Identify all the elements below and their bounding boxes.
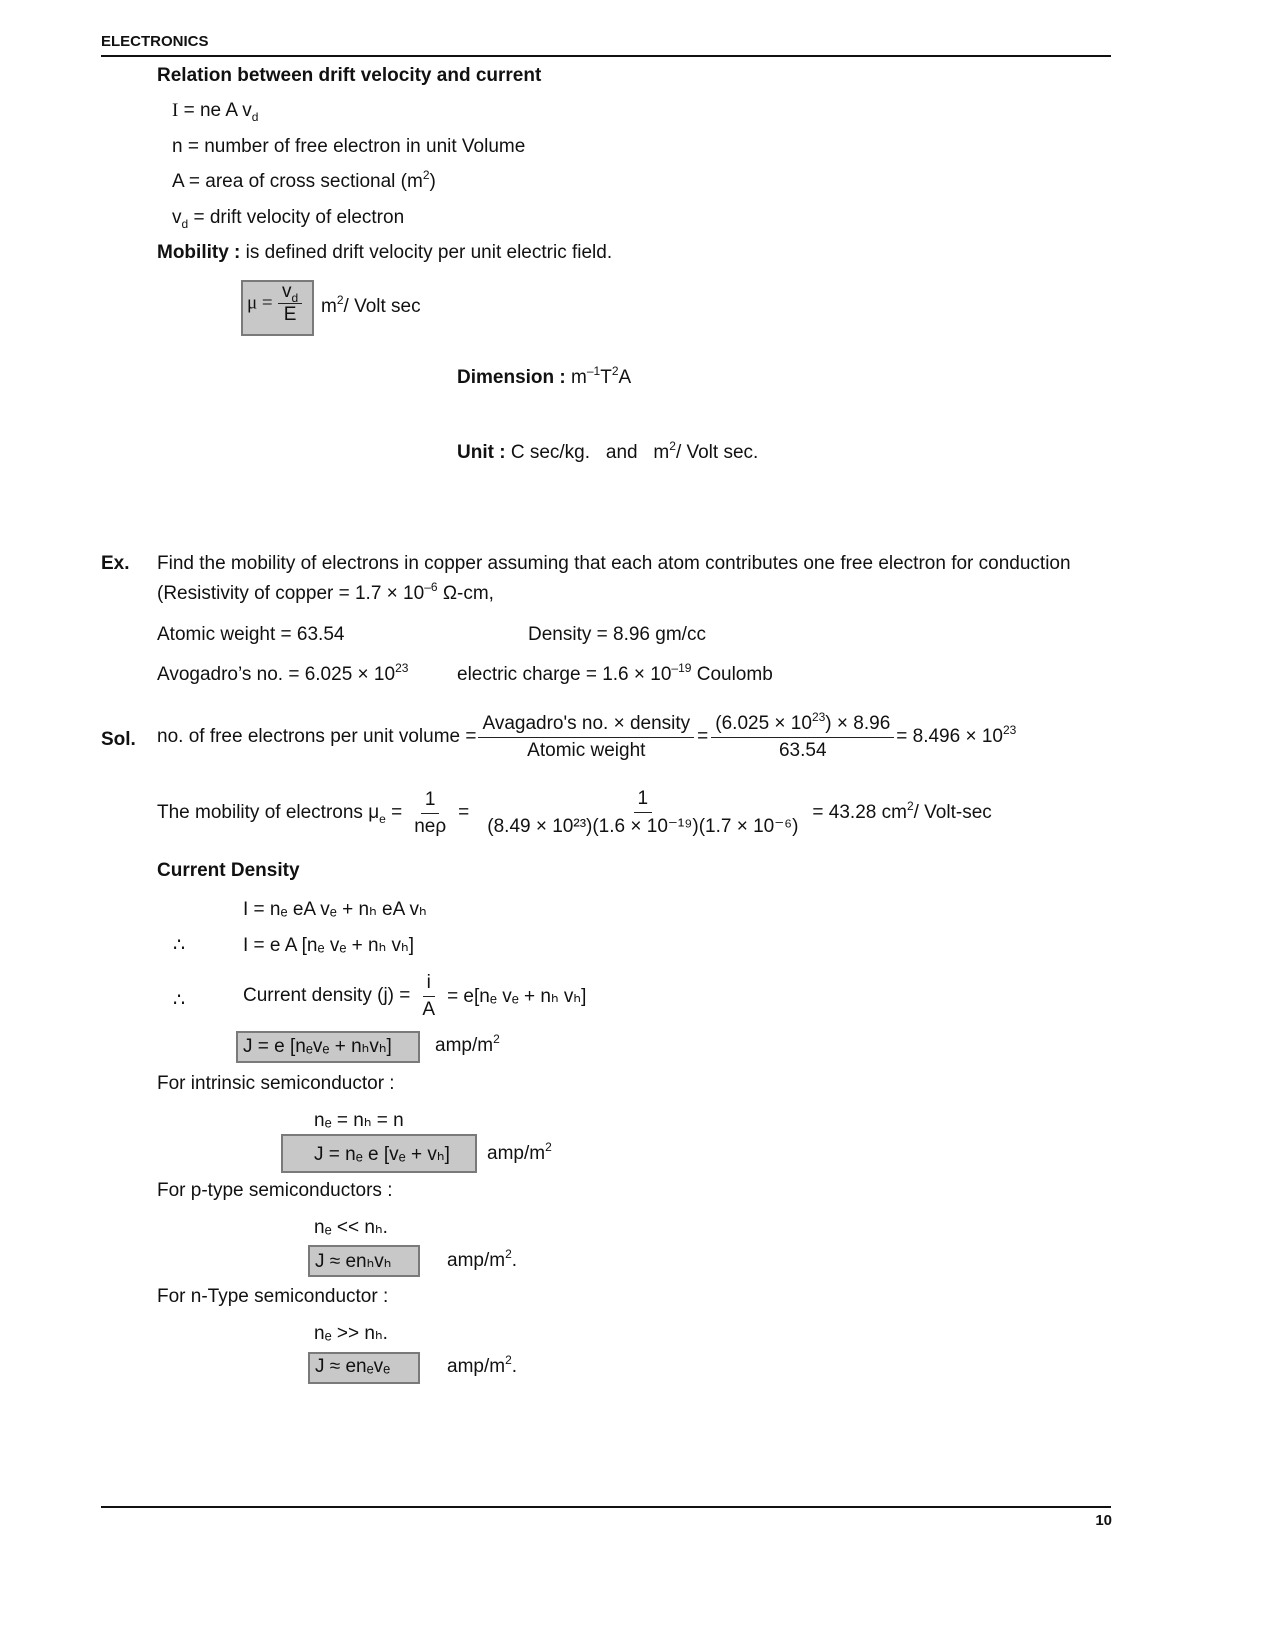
sol2-frac4 — [483, 788, 802, 838]
ntype-formula: J ≈ enₑvₑ — [315, 1356, 391, 1377]
eq-sub: d — [251, 110, 259, 124]
electric-charge — [457, 661, 773, 686]
def-a-close: ) — [429, 171, 436, 192]
ptype-condition: nₑ << nₕ. — [314, 1217, 388, 1238]
mobility-fraction — [278, 281, 302, 326]
unit-v1: C sec/kg. — [510, 442, 591, 463]
mobility-label: Mobility : — [157, 242, 241, 263]
mobility-definition — [157, 242, 612, 264]
frac3-den: neρ — [414, 815, 447, 837]
ex2-pre: (Resistivity of copper = 1.7 × 10 — [157, 583, 425, 604]
footer-rule — [101, 1506, 1111, 1508]
unit-m: m — [653, 442, 670, 463]
p-unit-sup: 2 — [505, 1247, 512, 1261]
solution-line1 — [157, 707, 1016, 767]
dimension-label: Dimension : — [457, 367, 566, 388]
def-vd-text: = drift velocity of electron — [193, 207, 405, 228]
def-vd-sub: d — [181, 217, 189, 231]
dim-t: T — [600, 367, 612, 388]
ex2-post: Ω-cm, — [437, 583, 494, 604]
def-vd-v: v — [172, 207, 182, 228]
cd-eq3 — [243, 968, 586, 1024]
avo-sup: 23 — [395, 661, 409, 675]
frac-den: E — [283, 304, 297, 325]
unit-v2: / Volt sec. — [675, 442, 759, 463]
eq3-pre: Current density (j) = — [243, 985, 411, 1006]
example-line1: Find the mobility of electrons in copper assuming that each atom contributes one free electron for conduction — [157, 553, 1071, 574]
frac2-den: 63.54 — [778, 739, 827, 761]
eq3-frac — [418, 972, 439, 1021]
frac4-den: (8.49 × 10²³)(1.6 × 10⁻¹⁹)(1.7 × 10⁻⁶) — [487, 816, 799, 837]
frac-num — [278, 281, 302, 304]
charge-pre: electric charge = 1.6 × 10 — [457, 664, 672, 685]
res1-pre: = 8.496 × 10 — [896, 726, 1003, 747]
solution-label: Sol. — [101, 729, 136, 750]
num-sub: d — [291, 291, 299, 305]
n-unit-sup: 2 — [505, 1353, 512, 1367]
frac2-pre: (6.025 × 10 — [715, 712, 812, 734]
n-unit-pre: amp/m — [447, 1356, 506, 1377]
dim-t-sup: 2 — [611, 364, 619, 378]
sol2-result — [812, 799, 992, 824]
header-rule — [101, 55, 1111, 57]
unit-label: Unit : — [457, 442, 506, 463]
example-line2 — [157, 580, 494, 605]
int-unit-pre: amp/m — [487, 1143, 546, 1164]
mobility-formula — [247, 281, 302, 326]
frac4-num: 1 — [634, 788, 653, 813]
p-unit-post: . — [511, 1250, 518, 1271]
dim-m: m — [571, 367, 587, 388]
frac2-post: ) × 8.96 — [825, 712, 891, 734]
res2-sup: 2 — [906, 799, 914, 813]
unit-sup: 2 — [336, 293, 344, 307]
res2-post: / Volt-sec — [913, 802, 992, 823]
unit-pre: m — [321, 296, 337, 317]
unit-and: and — [605, 442, 638, 463]
equation-current — [172, 100, 258, 122]
cd-boxed-formula: J = e [nₑvₑ + nₕvₕ] — [243, 1036, 392, 1057]
intrinsic-condition: nₑ = nₕ = n — [314, 1110, 404, 1131]
charge-sup: –19 — [671, 661, 692, 675]
intrinsic-formula: J = nₑ e [vₑ + vₕ] — [314, 1144, 450, 1165]
frac3-num: 1 — [421, 789, 440, 814]
ptype-label: For p-type semiconductors : — [157, 1180, 393, 1201]
dim-a: A — [618, 367, 632, 388]
sol1-result — [896, 723, 1017, 748]
sol2-mu: The mobility of electrons μ — [157, 802, 380, 823]
density: Density = 8.96 gm/cc — [528, 624, 706, 645]
res2-pre: = 43.28 cm — [812, 802, 907, 823]
unit-line — [457, 439, 759, 464]
dimension-line — [457, 364, 632, 389]
charge-post: Coulomb — [691, 664, 773, 685]
eq3-post: = e[nₑ vₑ + nₕ vₕ] — [447, 985, 587, 1007]
frac1-num: Avagadro's no. × density — [478, 713, 694, 738]
cd-unit-pre: amp/m — [435, 1035, 494, 1056]
mobility-text: is defined drift velocity per unit electric field. — [245, 242, 613, 263]
eq3-den: A — [422, 998, 436, 1020]
mu-symbol: μ = — [247, 292, 273, 314]
sol1-eq: = — [697, 726, 709, 747]
mobility-unit — [321, 293, 421, 318]
sol1-frac1 — [478, 713, 694, 762]
int-unit-sup: 2 — [545, 1140, 552, 1154]
therefore-symbol-2: ∴ — [173, 990, 186, 1011]
running-header: ELECTRONICS — [101, 33, 209, 50]
sol2-sub: e — [379, 812, 386, 826]
intrinsic-unit — [487, 1140, 552, 1165]
def-a-sup: 2 — [422, 168, 430, 182]
eq-lhs: I — [172, 100, 179, 121]
avo-pre: Avogadro’s no. = 6.025 × 10 — [157, 664, 396, 685]
n-unit-post: . — [511, 1356, 518, 1377]
frac1-den: Atomic weight — [527, 739, 646, 761]
atomic-weight: Atomic weight = 63.54 — [157, 624, 345, 645]
frac2-sup: 23 — [811, 709, 826, 724]
cd-eq1: I = nₑ eA vₑ + nₕ eA vₕ — [243, 899, 427, 920]
sol2-text: The mobility of electrons $\mu_e$ = — [157, 802, 403, 826]
example-label: Ex. — [101, 553, 130, 574]
cd-eq2: I = e A [nₑ vₑ + nₕ vₕ] — [243, 935, 415, 956]
res1-sup: 23 — [1002, 723, 1017, 737]
ntype-condition: nₑ >> nₕ. — [314, 1323, 388, 1344]
cd-unit — [435, 1032, 500, 1057]
eq3-num: i — [423, 972, 435, 997]
eq-rhs: = ne A v — [183, 100, 252, 121]
ptype-formula: J ≈ enₕvₕ — [315, 1251, 392, 1272]
sol1-text: no. of free electrons per unit volume = — [157, 726, 477, 747]
ptype-unit — [447, 1247, 518, 1272]
ntype-label: For n-Type semiconductor : — [157, 1286, 389, 1307]
frac2-num — [711, 709, 894, 738]
p-unit-pre: amp/m — [447, 1250, 506, 1271]
ntype-unit — [447, 1353, 518, 1378]
num-v: v — [281, 281, 292, 302]
therefore-symbol-1: ∴ — [173, 935, 186, 956]
definition-a — [172, 168, 436, 193]
cd-unit-sup: 2 — [493, 1032, 500, 1046]
definition-n: n = number of free electron in unit Volume — [172, 136, 526, 157]
sol1-frac2 — [711, 709, 894, 762]
unit-post: / Volt sec — [343, 296, 421, 317]
page-number: 10 — [1095, 1512, 1112, 1529]
section-heading-drift: Relation between drift velocity and current — [157, 65, 542, 86]
definition-vd — [172, 207, 404, 229]
def-a-text: A = area of cross sectional (m — [172, 171, 423, 192]
unit-m-sup: 2 — [669, 439, 676, 453]
avogadro-number — [157, 661, 409, 686]
sol2-eq: = — [458, 802, 470, 823]
ex2-sup: –6 — [424, 580, 438, 594]
solution-line2 — [157, 782, 992, 844]
dim-m-sup: –1 — [586, 364, 601, 378]
current-density-heading: Current Density — [157, 860, 300, 881]
intrinsic-label: For intrinsic semiconductor : — [157, 1073, 395, 1094]
sol2-frac3 — [410, 789, 450, 838]
